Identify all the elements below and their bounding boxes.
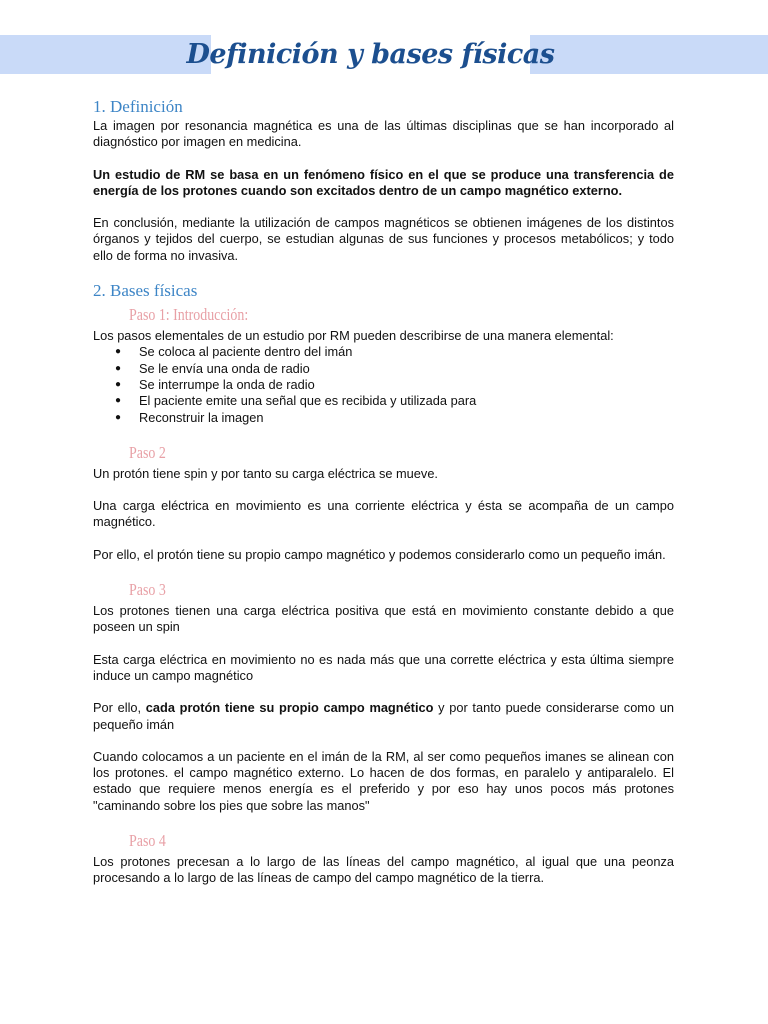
title-box: [186, 35, 555, 74]
bullet-icon: ●: [115, 362, 122, 374]
paragraph: Los protones precesan a lo largo de las líneas del campo magnético, al igual que una peonza procesando a lo largo de las líneas de campo del campo magnético de la tierra.: [93, 854, 674, 886]
bullet-icon: ●: [115, 346, 122, 358]
paragraph: Esta carga eléctrica en movimiento no es nada más que una corrette eléctrica y esta última siempre induce un campo magnético: [93, 651, 674, 683]
list-item: ● Reconstruir la imagen: [115, 409, 264, 425]
paragraph: Un protón tiene spin y por tanto su carga eléctrica se mueve.: [93, 465, 438, 481]
paragraph: Cuando colocamos a un paciente en el imán de la RM, al ser como pequeños imanes se alinean con los protones. el campo magnético externo. Lo hacen de dos formas, en paralelo y antiparalelo. El estado que requiere menos energía es el preferido y por eso hay unos pocos más protones "caminando sobre los pies que sobre las manos": [93, 748, 674, 813]
section-heading-bases-fisicas: 2. Bases físicas: [93, 281, 198, 301]
subheading-paso-2: Paso 2: [129, 442, 166, 462]
paragraph: Por ello, cada protón tiene su propio campo magnético y por tanto puede considerarse como un pequeño imán: [93, 700, 675, 732]
bullet-icon: ●: [115, 411, 122, 423]
paragraph: Por ello, el protón tiene su propio campo magnético y podemos considerarlo como un pequeño imán.: [93, 546, 666, 562]
subheading-paso-1: Paso 1: Introducción:: [129, 305, 249, 325]
paragraph: En conclusión, mediante la utilización de campos magnéticos se obtienen imágenes de los distintos órganos y tejidos del cuerpo, se estudian algunas de sus funciones y procesos metabólicos; y todo ello de forma no invasiva.: [93, 215, 674, 263]
bullet-icon: ●: [115, 395, 122, 407]
subheading-paso-3: Paso 3: [129, 580, 166, 600]
list-item: ● Se interrumpe la onda de radio: [115, 376, 315, 392]
subheading-paso-4: Paso 4: [129, 831, 166, 851]
list-item: ● El paciente emite una señal que es recibida y utilizada para: [115, 393, 477, 409]
paragraph: Una carga eléctrica en movimiento es una corriente eléctrica y ésta se acompaña de un campo magnético.: [93, 498, 674, 530]
document-body: [93, 96, 674, 887]
paragraph: La imagen por resonancia magnética es una de las últimas disciplinas que se han incorporado al diagnóstico por imagen en medicina.: [93, 118, 674, 150]
bullet-icon: ●: [115, 378, 122, 390]
paragraph: Los pasos elementales de un estudio por RM pueden describirse de una manera elemental:: [93, 328, 614, 344]
section-heading-definicion: 1. Definición: [93, 97, 183, 116]
list-item: ● Se coloca al paciente dentro del imán: [115, 344, 353, 360]
paragraph: Los protones tienen una carga eléctrica positiva que está en movimiento constante debido a que poseen un spin: [93, 603, 674, 635]
steps-list: [93, 344, 674, 425]
paragraph-bold: Un estudio de RM se basa en un fenómeno físico en el que se produce una transferencia de energía de los protones cuando son excitados dentro de un campo magnético externo.: [93, 166, 674, 198]
list-item: ● Se le envía una onda de radio: [115, 360, 310, 376]
document-title: Definición y bases físicas: [186, 39, 555, 70]
